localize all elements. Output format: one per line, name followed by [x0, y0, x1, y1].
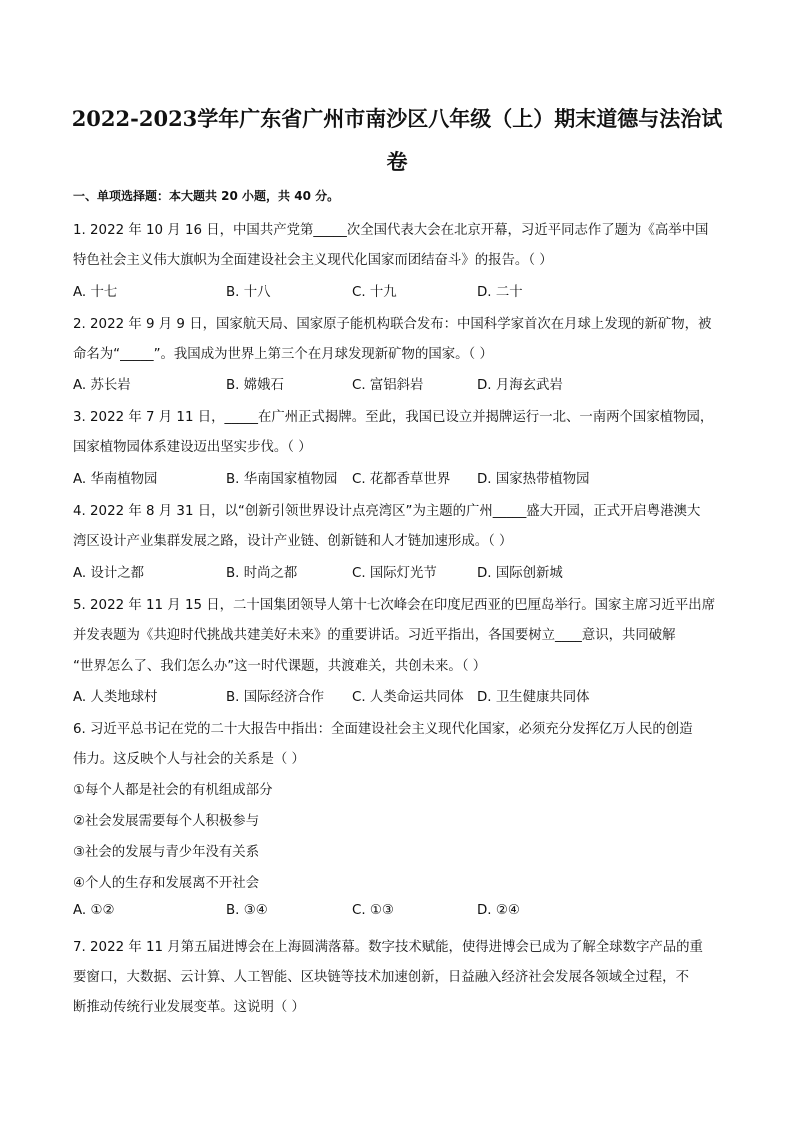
option-a[interactable]: A. 设计之都	[73, 566, 144, 581]
option-b[interactable]: B. 嫦娥石	[226, 378, 284, 393]
question-4-line-1: 4. 2022 年 8 月 31 日，以“创新引领世界设计点亮湾区”为主题的广州_____盛大开园，正式开启粤港澳大	[73, 504, 701, 519]
option-a[interactable]: A. 十七	[73, 285, 118, 300]
question-6-line-2: 伟力。这反映个人与社会的关系是（ ）	[73, 752, 305, 767]
option-a[interactable]: A. 人类地球村	[73, 690, 158, 705]
question-2-line-2: 命名为“_____”。我国成为世界上第三个在月球发现新矿物的国家。（ ）	[73, 347, 493, 362]
option-c[interactable]: C. 国际灯光节	[352, 566, 437, 581]
question-7-line-1: 7. 2022 年 11 月第五届进博会在上海圆满落幕。数字技术赋能，使得进博会已成为了解全球数字产品的重	[73, 940, 703, 955]
question-6-statement-1: ①每个人都是社会的有机组成部分	[73, 783, 273, 798]
option-c[interactable]: C. 十九	[352, 285, 397, 300]
option-c[interactable]: C. ①③	[352, 903, 394, 918]
question-5-line-3: “世界怎么了、我们怎么办”这一时代课题，共渡难关，共创未来。（ ）	[73, 659, 487, 674]
question-7-line-3: 断推动传统行业发展变革。这说明（ ）	[73, 1000, 305, 1015]
option-a[interactable]: A. 华南植物园	[73, 472, 158, 487]
option-d[interactable]: D. 月海玄武岩	[477, 378, 563, 393]
question-6-statement-2: ②社会发展需要每个人积极参与	[73, 814, 260, 829]
option-b[interactable]: B. 十八	[226, 285, 271, 300]
question-3-line-1: 3. 2022 年 7 月 11 日，_____在广州正式揭牌。至此，我国已设立并揭牌运行一北、一南两个国家植物园，	[73, 410, 714, 425]
option-b[interactable]: B. 时尚之都	[226, 566, 298, 581]
question-5-line-1: 5. 2022 年 11 月 15 日，二十国集团领导人第十七次峰会在印度尼西亚的巴厘岛举行。国家主席习近平出席	[73, 598, 716, 613]
option-d[interactable]: D. 卫生健康共同体	[477, 690, 590, 705]
exam-title-line-2: 卷	[386, 149, 408, 174]
option-c[interactable]: C. 富铝斜岩	[352, 378, 424, 393]
option-d[interactable]: D. ②④	[477, 903, 520, 918]
option-c[interactable]: C. 花都香草世界	[352, 472, 451, 487]
question-6-options	[73, 903, 723, 923]
question-2-options	[73, 374, 723, 394]
question-4-options	[73, 562, 723, 582]
question-4-line-2: 湾区设计产业集群发展之路，设计产业链、创新链和人才链加速形成。（ ）	[73, 534, 513, 549]
question-3-options	[73, 468, 723, 488]
question-2-line-1: 2. 2022 年 9 月 9 日，国家航天局、国家原子能机构联合发布：中国科学家首次在月球上发现的新矿物，被	[73, 317, 712, 332]
question-1-line-2: 特色社会主义伟大旗帜为全面建设社会主义现代化国家而团结奋斗》的报告。（ ）	[73, 253, 553, 268]
option-a[interactable]: A. 苏长岩	[73, 378, 131, 393]
option-d[interactable]: D. 国家热带植物园	[477, 472, 590, 487]
option-d[interactable]: D. 二十	[477, 285, 523, 300]
option-b[interactable]: B. 华南国家植物园	[226, 472, 338, 487]
question-6-statement-4: ④个人的生存和发展离不开社会	[73, 876, 260, 891]
question-6-statement-3: ③社会的发展与青少年没有关系	[73, 845, 260, 860]
option-a[interactable]: A. ①②	[73, 903, 115, 918]
question-7-line-2: 要窗口，大数据、云计算、人工智能、区块链等技术加速创新，日益融入经济社会发展各领域全过程，不	[73, 970, 689, 985]
question-3-line-2: 国家植物园体系建设迈出坚实步伐。（ ）	[73, 440, 312, 455]
exam-title-line-1: 2022-2023学年广东省广州市南沙区八年级（上）期末道德与法治试	[71, 106, 723, 131]
question-6-line-1: 6. 习近平总书记在党的二十大报告中指出：全面建设社会主义现代化国家，必须充分发挥亿万人民的创造	[73, 722, 693, 737]
option-d[interactable]: D. 国际创新城	[477, 566, 563, 581]
option-b[interactable]: B. 国际经济合作	[226, 690, 325, 705]
question-1-options	[73, 281, 723, 301]
question-5-options	[73, 686, 723, 706]
question-5-line-2: 并发表题为《共迎时代挑战共建美好未来》的重要讲话。习近平指出，各国要树立____意识，共同破解	[73, 628, 676, 643]
question-1-line-1: 1. 2022 年 10 月 16 日，中国共产党第_____次全国代表大会在北京开幕，习近平同志作了题为《高举中国	[73, 223, 709, 238]
option-c[interactable]: C. 人类命运共同体	[352, 690, 464, 705]
option-b[interactable]: B. ③④	[226, 903, 268, 918]
section-heading: 一、单项选择题：本大题共 20 小题，共 40 分。	[73, 189, 340, 203]
